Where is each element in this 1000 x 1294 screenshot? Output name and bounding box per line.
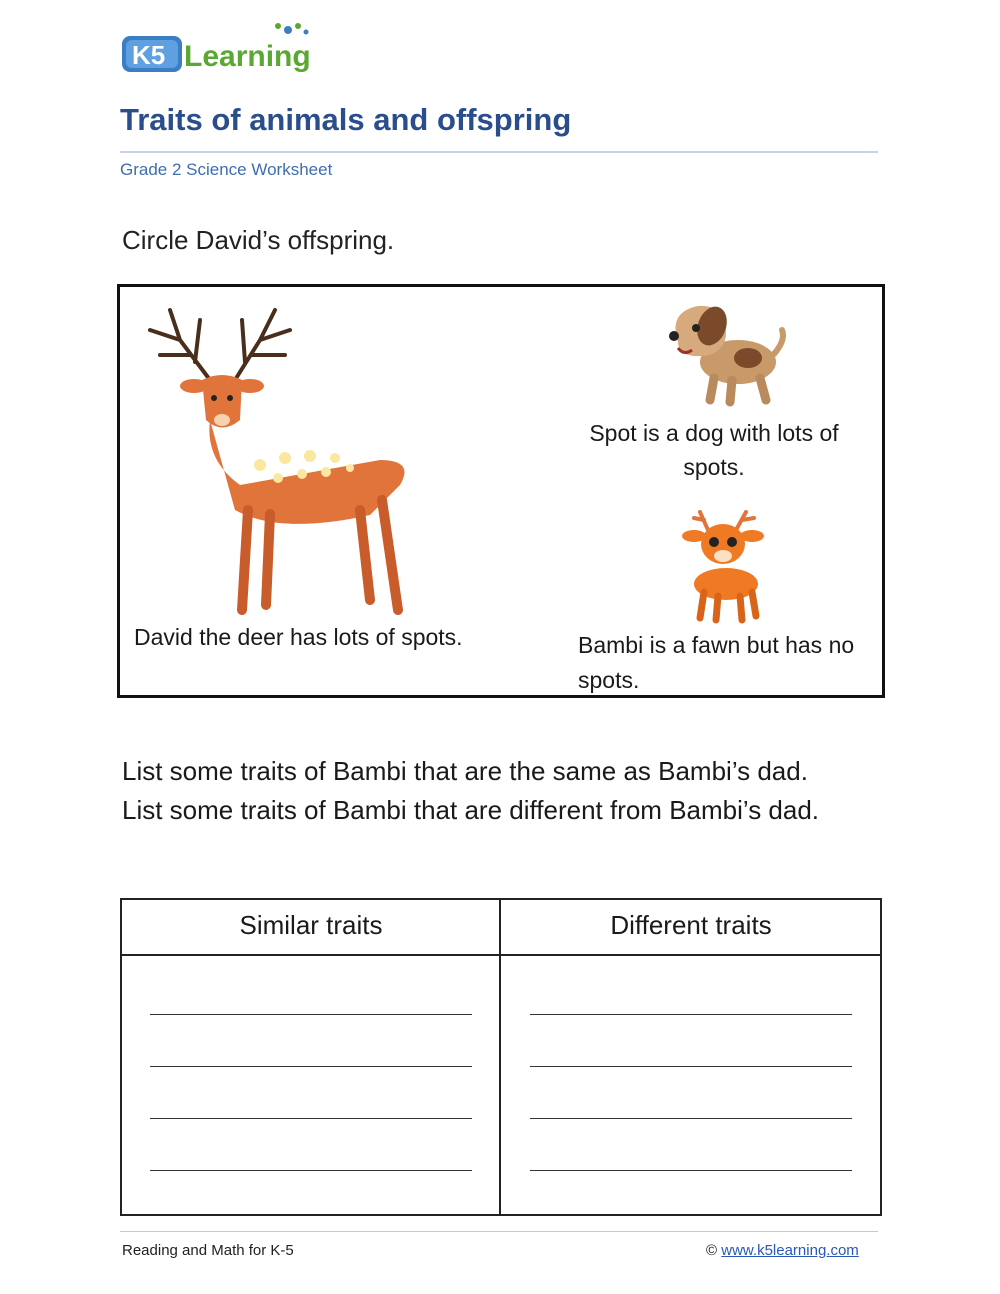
answer-line-different-2[interactable] xyxy=(530,1066,852,1067)
question-1-prompt: Circle David’s offspring. xyxy=(122,225,395,255)
footer-website-link[interactable]: www.k5learning.com xyxy=(721,1242,859,1259)
answer-line-different-1[interactable] xyxy=(530,1014,852,1015)
svg-text:Learning: Learning xyxy=(184,40,311,73)
title-divider xyxy=(120,151,878,153)
traits-table xyxy=(120,898,882,1216)
footer-copyright xyxy=(706,1242,859,1259)
fawn-icon xyxy=(666,500,786,626)
page-title: Traits of animals and offspring xyxy=(120,102,572,137)
answer-line-similar-3[interactable] xyxy=(150,1118,472,1119)
svg-text:K5: K5 xyxy=(132,40,166,70)
deer-caption: David the deer has lots of spots. xyxy=(134,624,463,650)
column-header-different: Different traits xyxy=(610,910,772,940)
dog-caption: Spot is a dog with lots of spots. xyxy=(589,420,839,480)
answer-line-similar-4[interactable] xyxy=(150,1170,472,1171)
column-header-similar: Similar traits xyxy=(239,910,383,940)
question-2-prompt: List some traits of Bambi that are the same as Bambi’s dad. List some traits of Bambi that are different from Bambi’s dad. xyxy=(122,756,820,825)
footer-divider xyxy=(120,1231,878,1232)
answer-line-different-3[interactable] xyxy=(530,1118,852,1119)
deer-icon xyxy=(130,300,420,620)
footer-tagline: Reading and Math for K-5 xyxy=(122,1242,294,1259)
answer-line-similar-2[interactable] xyxy=(150,1066,472,1067)
copyright-symbol: © xyxy=(706,1242,718,1259)
k5-logo-icon xyxy=(120,18,350,78)
dog-icon xyxy=(648,292,788,412)
page-subtitle: Grade 2 Science Worksheet xyxy=(120,160,333,179)
table-header-divider xyxy=(120,954,882,956)
table-column-divider xyxy=(499,898,501,1216)
answer-line-similar-1[interactable] xyxy=(150,1014,472,1015)
fawn-caption: Bambi is a fawn but has no spots. xyxy=(578,632,855,693)
answer-line-different-4[interactable] xyxy=(530,1170,852,1171)
